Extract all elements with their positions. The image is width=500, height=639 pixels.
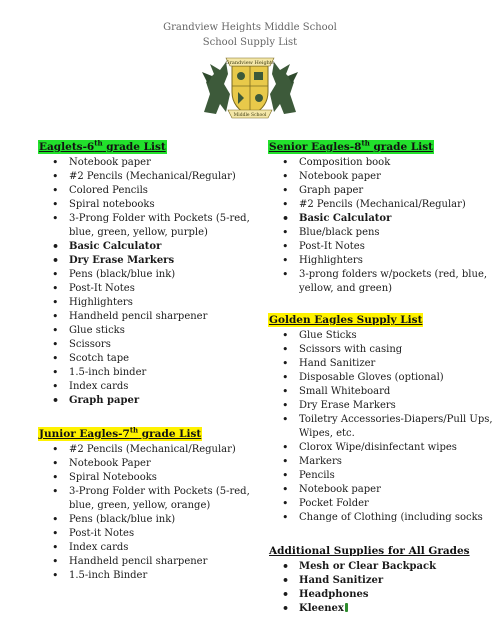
list-item: • Pencils (268, 469, 493, 483)
list-item: • Highlighters (38, 296, 268, 310)
list-item: • Hand Sanitizer (268, 357, 493, 371)
supply-list-additional (268, 560, 493, 616)
list-item: • Notebook Paper (38, 457, 268, 471)
list-item: • Mesh or Clear Backpack (268, 560, 493, 574)
list-item: • Disposable Gloves (optional) (268, 371, 493, 385)
school-crest-logo (196, 54, 304, 120)
list-item: • Pens (black/blue ink) (38, 513, 268, 527)
list-item: • Scotch tape (38, 352, 268, 366)
list-item: • Spiral notebooks (38, 198, 268, 212)
list-item: • Scissors (38, 338, 268, 352)
text-cursor (345, 603, 348, 612)
list-item: • Small Whiteboard (268, 385, 493, 399)
list-item: • Toiletry Accessories-Diapers/Pull Ups, Wipes, etc. (268, 413, 493, 441)
svg-text:Grandview Heights: Grandview Heights (225, 60, 275, 66)
list-item: • Glue Sticks (268, 329, 493, 343)
right-column (268, 135, 493, 628)
list-item: • #2 Pencils (Mechanical/Regular) (38, 443, 268, 457)
list-item: • Post-It Notes (268, 240, 493, 254)
list-item: • Change of Clothing (including socks (268, 511, 493, 525)
heading-golden-eagles: Golden Eagles Supply List (269, 314, 423, 326)
heading-8th-grade: Senior Eagles-8th grade List (269, 138, 433, 153)
school-name: Grandview Heights Middle School (163, 22, 337, 33)
list-item: • 3-Prong Folder with Pockets (5-red, blue, green, yellow, orange) (38, 485, 268, 513)
list-item: • Dry Erase Markers (38, 254, 268, 268)
list-item: • Highlighters (268, 254, 493, 268)
list-item: • Blue/black pens (268, 226, 493, 240)
list-item: • Composition book (268, 156, 493, 170)
list-item: • #2 Pencils (Mechanical/Regular) (38, 170, 268, 184)
section-additional-supplies (268, 539, 493, 616)
list-item: • Post-It Notes (38, 282, 268, 296)
list-item: • Notebook paper (38, 156, 268, 170)
section-golden-eagles (268, 308, 493, 525)
list-item: • Index cards (38, 380, 268, 394)
list-item: • Clorox Wipe/disinfectant wipes (268, 441, 493, 455)
list-item: • 3-Prong Folder with Pockets (5-red, blue, green, yellow, purple) (38, 212, 268, 240)
list-item: • Post-it Notes (38, 527, 268, 541)
list-item: • Notebook paper (268, 170, 493, 184)
list-item: • Headphones (268, 588, 493, 602)
svg-text:Middle School: Middle School (233, 113, 267, 118)
supply-list-8th-grade (268, 156, 493, 296)
section-7th-grade (38, 422, 268, 583)
list-item: • Colored Pencils (38, 184, 268, 198)
heading-additional-supplies: Additional Supplies for All Grades (269, 545, 470, 557)
section-6th-grade (38, 135, 268, 408)
left-column (38, 135, 268, 595)
list-item: • 3-prong folders w/pockets (red, blue, yellow, and green) (268, 268, 493, 296)
list-item: • Notebook paper (268, 483, 493, 497)
list-item: • Pens (black/blue ink) (38, 268, 268, 282)
list-item: • Handheld pencil sharpener (38, 310, 268, 324)
list-item: • Graph paper (38, 394, 268, 408)
section-8th-grade (268, 135, 493, 296)
supply-list-golden-eagles (268, 329, 493, 525)
list-item: • 1.5-inch Binder (38, 569, 268, 583)
list-item: • Basic Calculator (268, 212, 493, 226)
supply-list-7th-grade (38, 443, 268, 583)
supply-list-6th-grade (38, 156, 268, 408)
list-item: • Index cards (38, 541, 268, 555)
list-item: • Dry Erase Markers (268, 399, 493, 413)
list-item: • 1.5-inch binder (38, 366, 268, 380)
list-item: • #2 Pencils (Mechanical/Regular) (268, 198, 493, 212)
list-item: • Hand Sanitizer (268, 574, 493, 588)
list-item: • Graph paper (268, 184, 493, 198)
list-item: • Pocket Folder (268, 497, 493, 511)
list-item: • Glue sticks (38, 324, 268, 338)
document-title: School Supply List (202, 37, 298, 48)
list-item: • Scissors with casing (268, 343, 493, 357)
list-item: • Handheld pencil sharpener (38, 555, 268, 569)
list-item: • Kleenex (268, 602, 493, 616)
list-item: • Markers (268, 455, 493, 469)
heading-6th-grade: Eaglets-6th grade List (39, 138, 166, 153)
list-item: • Basic Calculator (38, 240, 268, 254)
heading-7th-grade: Junior Eagles-7th grade List (39, 425, 202, 440)
list-item: • Spiral Notebooks (38, 471, 268, 485)
